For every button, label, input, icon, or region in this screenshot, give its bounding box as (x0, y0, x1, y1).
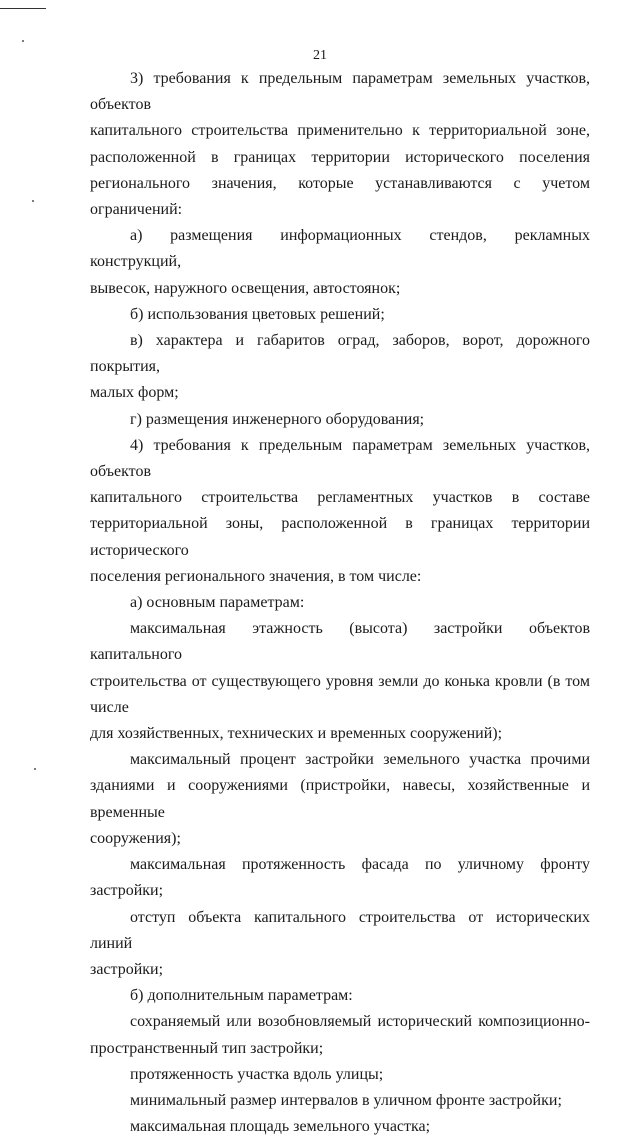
page-number: 21 (313, 48, 327, 63)
scan-speck (32, 200, 34, 202)
scan-speck (22, 40, 24, 42)
paragraph-line: территориальной зоны, расположенной в границах территории исторического (90, 515, 590, 559)
paragraph-first-line: б) дополнительным параметрам: (130, 987, 353, 1005)
paragraph-first-line: в) характера и габаритов оград, заборов, ворот, дорожного покрытия, (90, 332, 590, 376)
scan-speck (34, 768, 36, 770)
paragraph-first-line: г) размещения инженерного оборудования; (130, 410, 425, 428)
scan-edge-mark (0, 8, 46, 9)
paragraph-first-line: максимальный процент застройки земельного участка прочими (130, 751, 590, 769)
paragraph-first-line: сохраняемый или возобновляемый исторический композиционно- (130, 1013, 590, 1031)
paragraph-first-line: 3) требования к предельным параметрам земельных участков, объектов (90, 70, 590, 114)
paragraph-first-line: отступ объекта капитального строительства от исторических линий (90, 908, 590, 952)
paragraph-line: для хозяйственных, технических и временных сооружений); (90, 725, 503, 743)
paragraph-line: регионального значения, которые устанавливаются с учетом ограничений: (90, 174, 590, 219)
paragraph-line: малых форм; (90, 384, 179, 402)
paragraph-first-line: максимальная площадь земельного участка; (130, 1118, 431, 1136)
paragraph-first-line: а) основным параметрам: (130, 594, 305, 612)
paragraph-line: строительства от существующего уровня земли до конька кровли (в том числе (90, 672, 590, 716)
paragraph-line: зданиями и сооружениями (пристройки, навесы, хозяйственные и временные (90, 777, 590, 821)
paragraph-first-line: протяженность участка вдоль улицы; (130, 1065, 384, 1083)
paragraph-line: капитального строительства регламентных участков в составе (90, 489, 590, 507)
paragraph-line: расположенной в границах территории исторического поселения (90, 148, 590, 166)
paragraph-first-line: максимальная протяженность фасада по уличному фронту застройки; (90, 856, 590, 900)
paragraph-first-line: б) использования цветовых решений; (130, 305, 385, 323)
paragraph-line: застройки; (90, 960, 164, 978)
document-body (90, 66, 590, 1140)
paragraph-line: сооружения); (90, 829, 181, 847)
paragraph-line: поселения регионального значения, в том числе: (90, 567, 422, 585)
paragraph-line: пространственный тип застройки; (90, 1039, 324, 1057)
paragraph-first-line: а) размещения информационных стендов, рекламных конструкций, (90, 227, 590, 271)
paragraph-first-line: минимальный размер интервалов в уличном фронте застройки; (130, 1091, 562, 1109)
paragraph-line: капитального строительства применительно к территориальной зоне, (90, 122, 590, 140)
paragraph-first-line: 4) требования к предельным параметрам земельных участков, объектов (90, 436, 590, 481)
paragraph-first-line: максимальная этажность (высота) застройки объектов капитального (90, 620, 590, 664)
paragraph-line: вывесок, наружного освещения, автостоянок; (90, 279, 401, 297)
